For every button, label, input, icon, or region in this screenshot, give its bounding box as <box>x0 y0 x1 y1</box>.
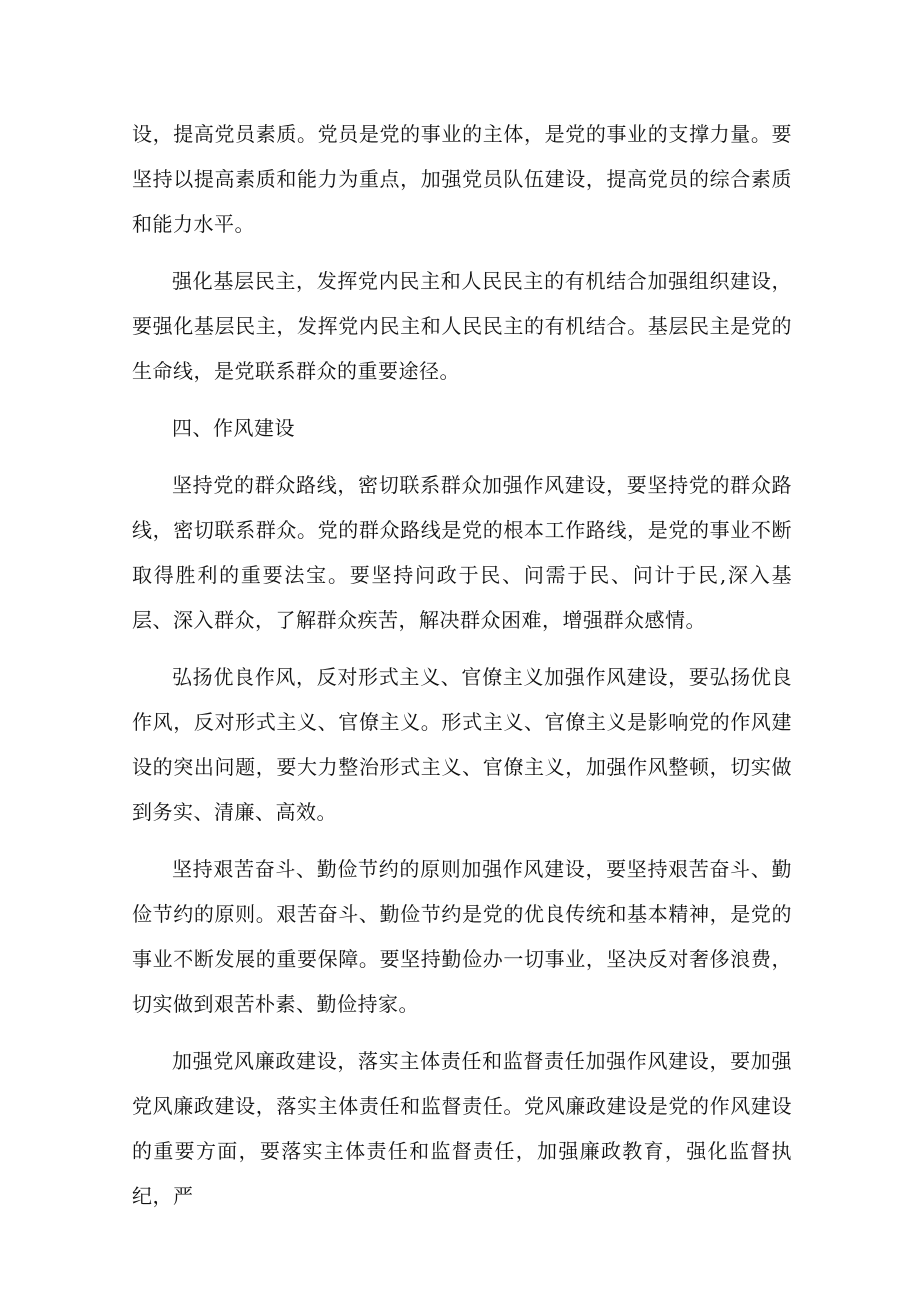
paragraph-continuation: 设，提高党员素质。党员是党的事业的主体，是党的事业的支撑力量。要坚持以提高素质和能力为重点，加强党员队伍建设，提高党员的综合素质和能力水平。 <box>132 122 792 236</box>
paragraph-hard-work-thrift: 坚持艰苦奋斗、勤俭节约的原则加强作风建设，要坚持艰苦奋斗、勤俭节约的原则。艰苦奋斗、勤俭节约是党的优良传统和基本精神，是党的事业不断发展的重要保障。要坚持勤俭办一切事业，坚决反对奢侈浪费，切实做到艰苦朴素、勤俭持家。 <box>132 857 792 1016</box>
document-body <box>132 112 792 1231</box>
paragraph-mass-line: 坚持党的群众路线，密切联系群众加强作风建设，要坚持党的群众路线，密切联系群众。党的群众路线是党的根本工作路线，是党的事业不断取得胜利的重要法宝。要坚持问政于民、问需于民、问计于民,深入基层、深入群众，了解群众疾苦，解决群众困难，增强群众感情。 <box>132 473 792 632</box>
paragraph-grassroots-democracy: 强化基层民主，发挥党内民主和人民民主的有机结合加强组织建设，要强化基层民主，发挥党内民主和人民民主的有机结合。基层民主是党的生命线，是党联系群众的重要途径。 <box>132 269 792 383</box>
section-heading-work-style: 四、作风建设 <box>172 416 295 440</box>
paragraph-clean-governance: 加强党风廉政建设，落实主体责任和监督责任加强作风建设，要加强党风廉政建设，落实主体责任和监督责任。党风廉政建设是党的作风建设的重要方面，要落实主体责任和监督责任，加强廉政教育，强化监督执纪，严 <box>132 1049 792 1208</box>
paragraph-anti-formalism: 弘扬优良作风，反对形式主义、官僚主义加强作风建设，要弘扬优良作风，反对形式主义、官僚主义。形式主义、官僚主义是影响党的作风建设的突出问题，要大力整治形式主义、官僚主义，加强作风整顿，切实做到务实、清廉、高效。 <box>132 665 792 824</box>
